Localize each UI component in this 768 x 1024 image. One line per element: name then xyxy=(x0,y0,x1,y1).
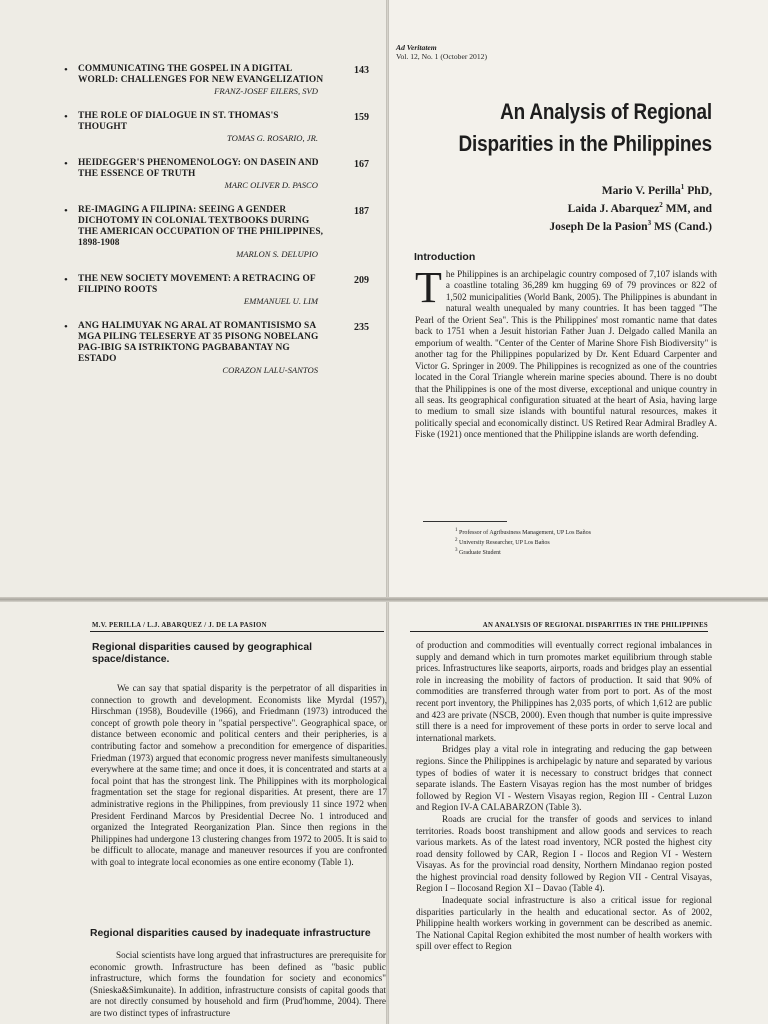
footnote-mark: 1 xyxy=(455,528,458,533)
paragraph: We can say that spatial disparity is the perpetrator of all disparities in connection to growth and development. Economists like Myrdal (1957), Hirschman (1958), Boudeville (1966), and Friedmann (1973) introduced the concept of growth pole theory in "spatial perspective". Geographical space, or distance between economic and political centers and their peripheries, is a contributing factor and somehow a precondition for emergence of disparities. Friedman (1973) argued that economic progress never manifests simultaneously everywhere at the same time; and once it does, it is concentrated and starts at a focal point that has the strongest link. The Philippines with its morphological fragmentation set the stage for regional disparities. At present, there are 17 administrative regions in the Philippines, from previously 11 since 1972 when President Ferdinand Marcos by Presidential Decree No. 1 introduced and organized the Integrated Reorganization Plan. Since then regions in the Philippines had undergone 13 clustering changes from 1972 to 2005. It is said to be difficult to allocate, manage and maneuver resources if you are confronted with goal to integrate local economies as one entire economy (Table 1). xyxy=(91,683,387,867)
toc-author: TOMAS G. ROSARIO, JR. xyxy=(226,133,318,143)
article-title xyxy=(444,96,712,160)
toc-author: MARLON S. DELUPIO xyxy=(236,249,318,259)
horizontal-fold xyxy=(0,597,768,602)
toc-title: THE ROLE OF DIALOGUE IN ST. THOMAS'S THOUGHT xyxy=(78,111,279,132)
author-degree: MS (Cand.) xyxy=(651,219,712,233)
running-head-rule xyxy=(90,631,384,632)
journal-info xyxy=(396,43,487,61)
toc-author: MARC OLIVER D. PASCO xyxy=(224,180,318,190)
intro-body: he Philippines is an archipelagic country composed of 7,107 islands with a coastline totaling 36,289 km hugging 69 of 79 provinces or 822 of 1,502 municipalities (World Bank, 2005). The Philippines is abundant in natural wealth unequaled by many countries. It has been tagged "The Pearl of the Orient Sea". This is the Philippines' most romantic name that dates back to 1751 when a Jesuit historian Father Juan J. Delgado called Manila an emporium of wealth. "Center of the Center of Marine Shore Fish Biodiversity" is another tag for the Philippines popularized by Dr. Kent Eduard Carpenter and Victor G. Springer in 2009. The Philippines is recognized as one of the countries located in the Coral Triangle wherein marine species abound. There is no doubt that the Philippines is one of the most diverse, exceptional and unique country in all seas. Its geographical configuration situated at the heart of Asia, having large to medium to small size islands with bountiful natural resources, makes it politically special and economically distinct. US Retired Rear Admiral Bradley A. Fiske (1921) once mentioned that the Philippine islands are worth defending. xyxy=(415,269,717,440)
section-heading: Regional disparities caused by inadequate infrastructure xyxy=(90,928,371,939)
bullet-icon: • xyxy=(64,274,68,286)
bullet-icon: • xyxy=(64,64,68,76)
running-head-rule xyxy=(410,631,708,632)
footnote-rule xyxy=(423,521,507,522)
journal-volume: Vol. 12, No. 1 (October 2012) xyxy=(396,52,487,61)
author-degree: PhD, xyxy=(684,183,712,197)
author xyxy=(549,216,712,234)
toc-entry xyxy=(64,274,378,307)
bullet-icon: • xyxy=(64,111,68,123)
author xyxy=(549,180,712,198)
toc-page-number: 159 xyxy=(354,112,369,123)
bullet-icon: • xyxy=(64,205,68,217)
footnote-text: Graduate Student xyxy=(459,550,501,557)
right-body-text xyxy=(416,640,712,953)
author-name: Mario V. Perilla xyxy=(601,183,681,197)
running-head-left: M.V. PERILLA / L.J. ABARQUEZ / J. DE LA PASION xyxy=(92,622,267,629)
toc-title: ANG HALIMUYAK NG ARAL AT ROMANTISISMO SA MGA PILING TELESERYE AT 35 PISONG NOBELANG PAG-IBIG SA ISTRIKTONG PAGBABANTAY NG ESTADO xyxy=(78,321,319,364)
toc-page-number: 209 xyxy=(354,275,369,286)
drop-cap: T xyxy=(415,263,442,312)
footnote xyxy=(455,547,591,557)
article-title-line: An Analysis of Regional xyxy=(500,99,712,124)
author xyxy=(549,198,712,216)
footnote-text: University Researcher, UP Los Baños xyxy=(459,540,550,547)
author-name: Joseph De la Pasion xyxy=(549,219,648,233)
author-note-mark: 1 xyxy=(680,183,685,191)
paragraph: Bridges play a vital role in integrating and reducing the gap between regions. Since the Philippines is archipelagic by nature and separated by various types of bodies of water it is necessary to construct bridges that connect separate islands. The Eastern Visayas region has the most number of bridges followed by Region VI - Western Visayas region, Region III - Central Luzon and Region IV-A CALABARZON (Table 3). xyxy=(416,744,712,813)
paragraph: Social scientists have long argued that infrastructures are prerequisite for economic growth. Infrastructure has been defined as "basic public infrastructure, which forms the foundation for society and economics" (Snieska&Simkunaite). In addition, infrastructure consists of capital goods that are not directly consumed by household and firm (Prud'homme, 2004). There are two distinct types of infrastructure xyxy=(90,950,386,1018)
footnote-text: Professor of Agribusiness Management, UP Los Baños xyxy=(459,530,591,536)
toc-page-number: 143 xyxy=(354,65,369,76)
author-degree: MM, and xyxy=(662,201,712,215)
toc-author: EMMANUEL U. LIM xyxy=(243,296,318,306)
intro-paragraph xyxy=(415,263,717,441)
toc-title: HEIDEGGER'S PHENOMENOLOGY: ON DASEIN AND THE ESSENCE OF TRUTH xyxy=(78,158,319,179)
toc-entry xyxy=(64,158,378,191)
toc-page-number: 187 xyxy=(354,206,369,217)
toc-author: FRANZ-JOSEF EILERS, SVD xyxy=(214,86,318,96)
author-note-mark: 2 xyxy=(659,200,663,209)
footnote xyxy=(455,537,591,547)
toc-page-number: 235 xyxy=(354,322,369,333)
toc-entry xyxy=(64,205,378,260)
toc-title: THE NEW SOCIETY MOVEMENT: A RETRACING OF FILIPINO ROOTS xyxy=(78,274,316,295)
bullet-icon: • xyxy=(64,158,68,170)
section-body xyxy=(91,683,387,869)
running-head-right: AN ANALYSIS OF REGIONAL DISPARITIES IN THE PHILIPPINES xyxy=(482,622,708,629)
bullet-icon: • xyxy=(64,321,68,333)
paragraph: Inadequate social infrastructure is also a critical issue for regional disparities particularly in the health and educational sector. As of 2002, Philippine health workers working in government can be described as anemic. The National Capital Region exhibited the most number of health workers with spill over effect to Region xyxy=(416,895,712,952)
vertical-fold xyxy=(386,0,389,1024)
paragraph: Roads are crucial for the transfer of goods and services to inland territories. Roads boost transhipment and allow goods and services to reach various markets. As of the latest road inventory, NCR posted the highest city road density followed by CAR, Region I - Ilocos and Region VI - Western Visayas. As for the provincial road density, Northern Mindanao region posted the highest provincial road density followed by Region VII - Central Visayas, Region I – Ilocosand Region XI – Davao (Table 4). xyxy=(416,813,712,894)
footnote-mark: 2 xyxy=(455,538,458,544)
footnote-mark: 3 xyxy=(455,548,458,554)
footnotes xyxy=(455,527,591,558)
article-title-line: Disparities in the Philippines xyxy=(458,131,712,156)
section-body xyxy=(90,950,386,1020)
section-heading: Regional disparities caused by geographical space/distance. xyxy=(92,642,312,665)
toc-page-number: 167 xyxy=(354,159,369,170)
author-list xyxy=(549,180,712,234)
author-name: Laida J. Abarquez xyxy=(567,201,660,215)
footnote xyxy=(455,527,591,537)
toc-title: COMMUNICATING THE GOSPEL IN A DIGITAL WORLD: CHALLENGES FOR NEW EVANGELIZATION xyxy=(78,64,324,85)
toc-author: CORAZON LALU-SANTOS xyxy=(222,365,318,375)
toc-entry xyxy=(64,111,378,144)
toc-entry xyxy=(64,321,378,376)
paragraph: of production and commodities will eventually correct regional imbalances in supply and demand which in turn promotes market equilibrium through stable prices. Infrastructures like seaports, airports, roads and bridges play an essential role in increasing the mobility of factors of production. It said that 90% of commodities are transferred through water from port to port. As of the most recent port inventory, the Philippines has 2,035 ports, of which 1,612 are public and 423 are private (NSCB, 2000). Even though that number is quite impressive still there is a need for improvement of these ports in order to serve local and international markets. xyxy=(416,640,712,743)
toc-title: RE-IMAGING A FILIPINA: SEEING A GENDER DICHOTOMY IN COLONIAL TEXTBOOKS DURING THE AMERICAN OCCUPATION OF THE PHILIPPINES, 1898-1908 xyxy=(78,205,324,248)
toc-entry xyxy=(64,64,378,97)
author-note-mark: 3 xyxy=(647,218,652,227)
journal-name: Ad Veritatem xyxy=(396,43,437,52)
table-of-contents xyxy=(64,64,378,390)
intro-heading: Introduction xyxy=(414,251,476,263)
